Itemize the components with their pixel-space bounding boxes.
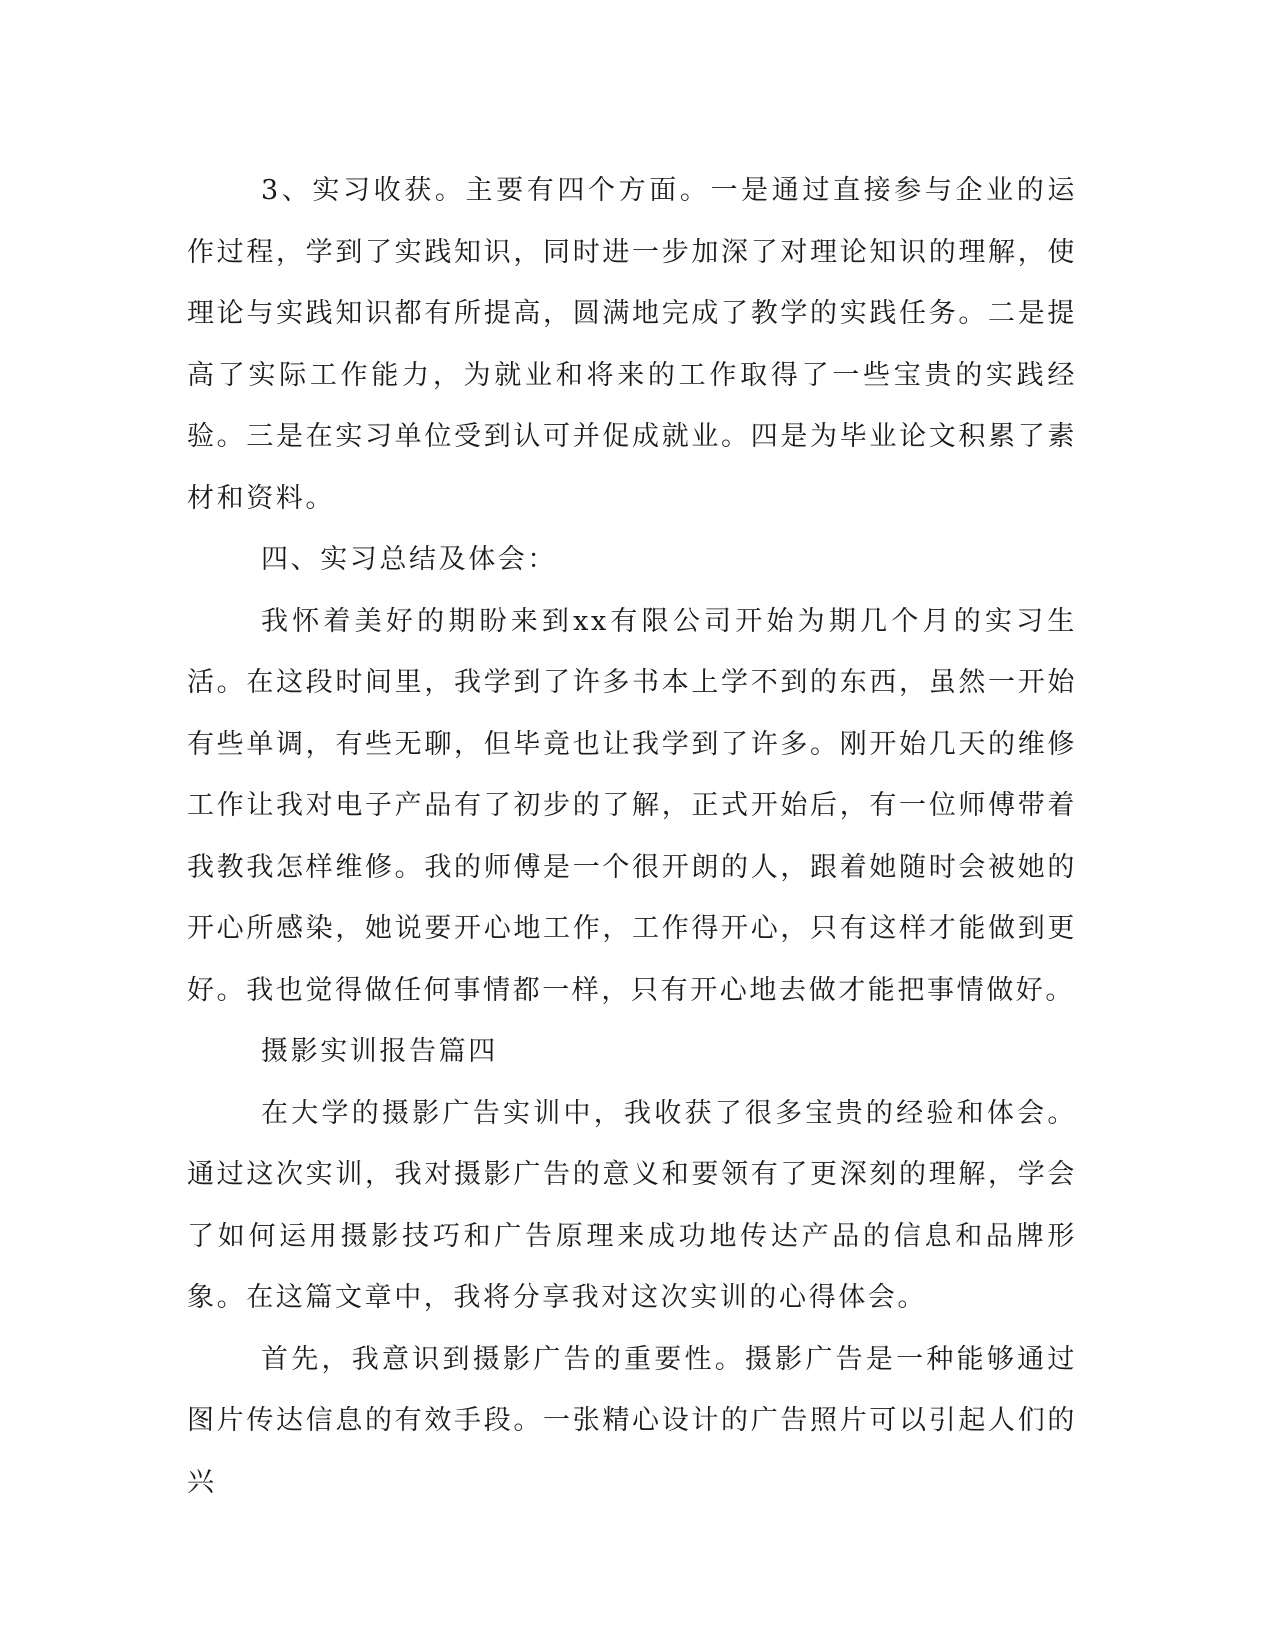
paragraph-internship-gains: 3、实习收获。主要有四个方面。一是通过直接参与企业的运作过程，学到了实践知识，同时进一步加深了对理论知识的理解，使理论与实践知识都有所提高，圆满地完成了教学的实践任务。二是提高了实际工作能力，为就业和将来的工作取得了一些宝贵的实践经验。三是在实习单位受到认可并促成就业。四是为毕业论文积累了素材和资料。 <box>187 175 1077 514</box>
body-text <box>187 160 1077 1513</box>
section-heading-summary: 四、实习总结及体会： <box>261 544 557 575</box>
paragraph-internship-experience: 我怀着美好的期盼来到xx有限公司开始为期几个月的实习生活。在这段时间里，我学到了许多书本上学不到的东西，虽然一开始有些单调，有些无聊，但毕竟也让我学到了许多。刚开始几天的维修工作让我对电子产品有了初步的了解，正式开始后，有一位师傅带着我教我怎样维修。我的师傅是一个很开朗的人，跟着她随时会被她的开心所感染，她说要开心地工作，工作得开心，只有这样才能做到更好。我也觉得做任何事情都一样，只有开心地去做才能把事情做好。 <box>187 605 1077 1006</box>
paragraph-photography-intro: 在大学的摄影广告实训中，我收获了很多宝贵的经验和体会。通过这次实训，我对摄影广告的意义和要领有了更深刻的理解，学会了如何运用摄影技巧和广告原理来成功地传达产品的信息和品牌形象。在这篇文章中，我将分享我对这次实训的心得体会。 <box>187 1097 1077 1313</box>
section-heading-report-four: 摄影实训报告篇四 <box>261 1036 498 1067</box>
paragraph-photography-importance: 首先，我意识到摄影广告的重要性。摄影广告是一种能够通过图片传达信息的有效手段。一张精心设计的广告照片可以引起人们的兴 <box>187 1343 1077 1498</box>
